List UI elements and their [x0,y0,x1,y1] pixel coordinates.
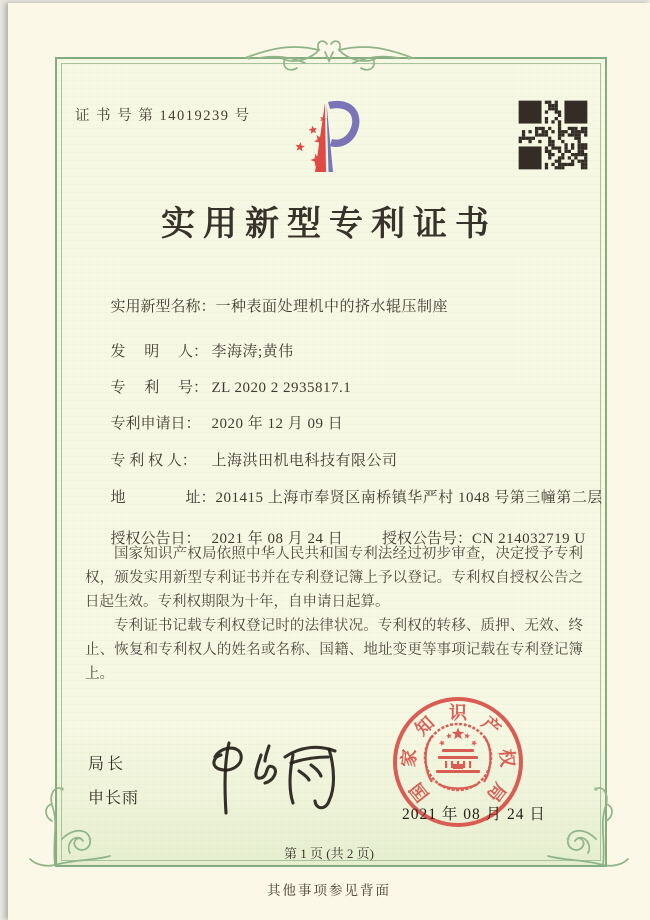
field-value: 2020 年 12 月 09 日 [211,416,344,432]
field-label: 专利申请日： [110,416,201,432]
paragraph-register-statement: 专利证书记载专利权登记时的法律状况。专利权的转移、质押、无效、终止、恢复和专利权人的姓名或名称、国籍、地址变更等事项记载在专利登记簿上。 [85,618,583,682]
svg-text:家: 家 [398,748,420,768]
field-value: 2021 年 08 月 24 日 [211,531,344,547]
svg-text:知: 知 [411,712,439,740]
qr-code [517,99,589,171]
field-label: 实用新型名称： [110,299,216,315]
field-value: 李海涛;黄伟 [211,344,294,360]
national-emblem-icon [425,724,491,790]
svg-text:国: 国 [405,778,433,806]
field-label: 发 明 人： [110,344,209,360]
legal-paragraphs [85,542,583,686]
certificate-paper [8,3,650,920]
field-value: 一种表面处理机中的挤水辊压制座 [215,299,449,315]
field-value: 上海洪田机电科技有限公司 [211,453,398,469]
paragraph-grant-statement: 国家知识产权局依照中华人民共和国专利法经过初步审查，决定授予专利权，颁发实用新型专利证书并在专利登记簿上予以登记。专利权自授权公告之日起生效。专利权期限为十年，自申请日起算。 [85,546,583,610]
director-signature [195,733,345,819]
field-value: ZL 2020 2 2935817.1 [211,380,352,396]
field-value: CN 214032719 U [472,531,586,547]
footer-note: 其他事项参见背面 [267,883,391,898]
field-label: 授权公告日： [110,531,201,547]
certificate-title: 实用新型专利证书 [161,206,497,243]
director-name: 申长雨 [88,790,140,807]
svg-text:识: 识 [449,703,467,723]
field-label: 专 利 权 人： [110,453,197,469]
cnipa-logo [287,100,363,180]
svg-text:局: 局 [483,778,511,806]
director-title: 局长 [88,756,127,773]
field-label: 授权公告号： [382,531,473,547]
svg-text:权: 权 [496,748,518,768]
page-number: 第 1 页 (共 2 页) [284,846,374,861]
certificate-number: 证 书 号 第 14019239 号 [75,108,251,124]
svg-text:产: 产 [477,712,505,740]
field-label: 地 址： [110,490,216,506]
field-label: 专 利 号： [110,380,209,396]
field-value: 201415 上海市奉贤区南桥镇华严村 1048 号第三幢第二层 [215,490,603,506]
seal-date: 2021 年 08 月 24 日 [402,806,546,823]
